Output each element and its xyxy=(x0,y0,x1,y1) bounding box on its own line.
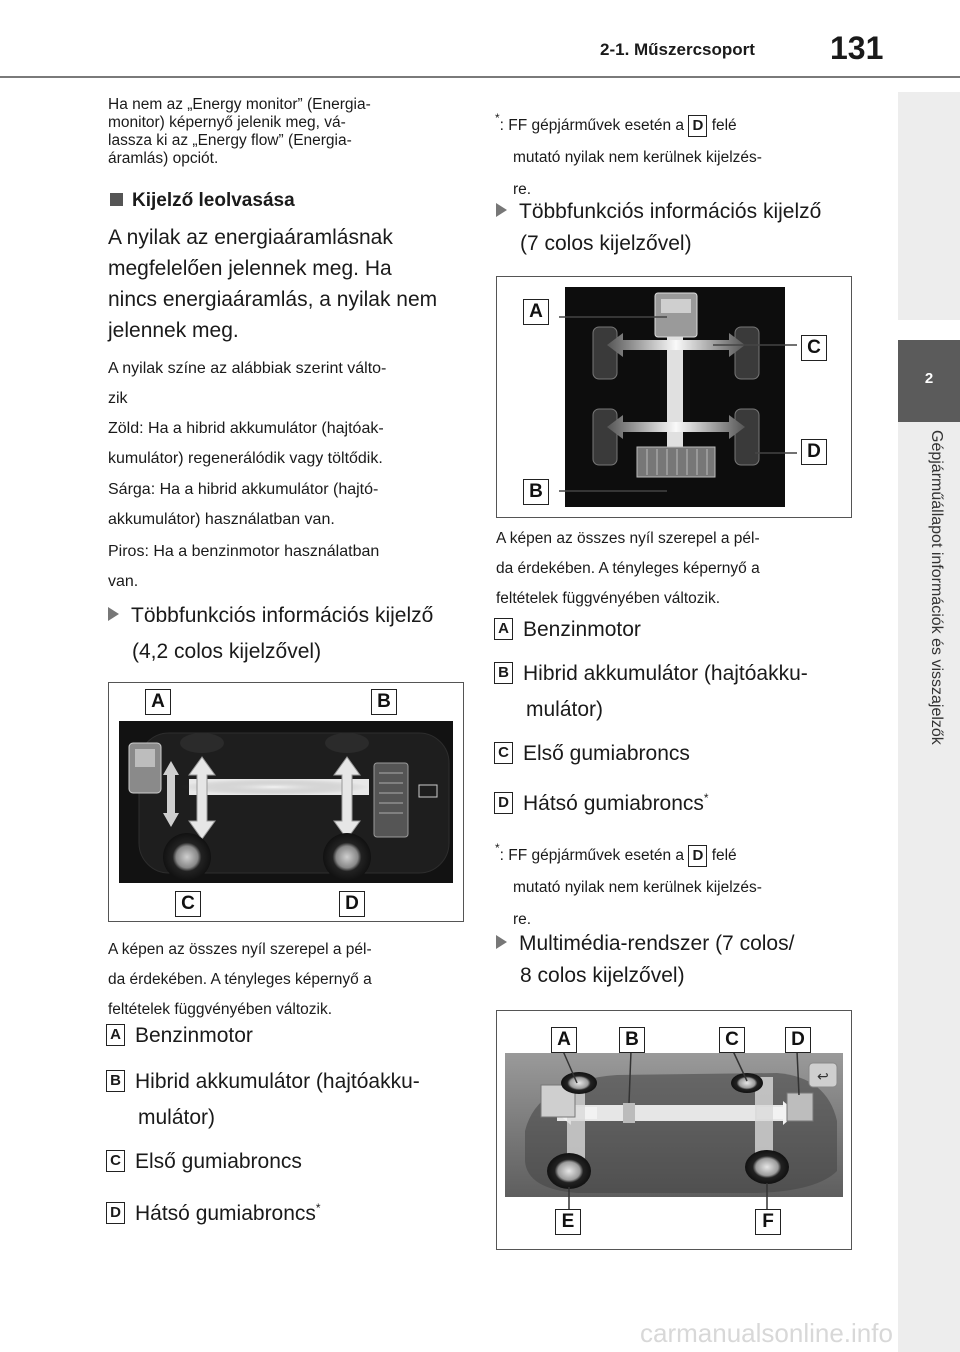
text-line: Ha nem az „Energy monitor” (Energia- xyxy=(108,96,371,113)
legend-text: Benzinmotor xyxy=(135,1024,253,1047)
text-line: lassza ki az „Energy flow” (Energia- xyxy=(108,132,352,149)
text-line: mutató nyilak nem kerülnek kijelzés- xyxy=(513,149,762,166)
legend-key: D xyxy=(494,792,513,814)
bullet-4inch xyxy=(108,598,478,670)
side-strip-top xyxy=(898,92,960,320)
intro-paragraph xyxy=(108,96,468,168)
legend-text: Benzinmotor xyxy=(523,618,641,641)
legend-text: Első gumiabroncs xyxy=(135,1150,302,1173)
bullet-7inch xyxy=(496,196,866,260)
text-line: felé xyxy=(711,117,737,134)
legend-item xyxy=(106,1018,476,1054)
chapter-tab[interactable] xyxy=(898,340,960,422)
fig3-label-d: D xyxy=(785,1027,811,1053)
text-line: da érdekében. A tényleges képernyő a xyxy=(496,560,760,577)
red-desc xyxy=(108,537,478,597)
text-line: áramlás) opciót. xyxy=(108,150,219,167)
text-line: FF gépjárművek esetén a xyxy=(508,117,685,134)
legend-key: C xyxy=(106,1150,125,1172)
text-line: A nyilak az energiaáramlásnak xyxy=(108,226,393,249)
text-line: FF gépjárművek esetén a xyxy=(508,847,685,864)
legend-item xyxy=(106,1064,476,1100)
triangle-bullet-icon xyxy=(108,607,119,621)
subheading-text: Kijelző leolvasása xyxy=(132,190,295,211)
bullet-text: (7 colos kijelzővel) xyxy=(520,232,692,255)
text-line: A képen az összes nyíl szerepel a pél- xyxy=(496,530,760,547)
figure-4inch-display xyxy=(108,682,464,922)
fig3-label-f: F xyxy=(755,1209,781,1235)
text-line: da érdekében. A tényleges képernyő a xyxy=(108,971,372,988)
text-line: re. xyxy=(513,181,532,198)
fig2-label-b: B xyxy=(523,479,549,505)
fig2-label-c: C xyxy=(801,335,827,361)
legend-item xyxy=(494,780,864,822)
legend-7inch xyxy=(494,612,864,822)
legend-key: A xyxy=(494,618,513,640)
legend-text: Hibrid akkumulátor (hajtóakku- xyxy=(135,1070,420,1093)
triangle-bullet-icon xyxy=(496,935,507,949)
footnote-mark: * xyxy=(315,1201,321,1215)
footnote-mark: * xyxy=(495,841,500,855)
fig3-label-a: A xyxy=(551,1027,577,1053)
legend-text: mulátor) xyxy=(526,698,604,721)
header-rule xyxy=(0,76,960,78)
text-line: nincs energiaáramlás, a nyilak nem xyxy=(108,288,438,311)
text-line: felé xyxy=(711,847,737,864)
footnote-mark: * xyxy=(495,111,500,125)
legend-item xyxy=(494,736,864,772)
text-line: monitor) képernyő jelenik meg, vá- xyxy=(108,114,346,131)
square-bullet-icon xyxy=(110,193,123,206)
text-line: feltételek függvényében változik. xyxy=(496,590,721,607)
text-line: A képen az összes nyíl szerepel a pél- xyxy=(108,941,372,958)
footnote-mark: * xyxy=(703,791,709,805)
fig1-label-d: D xyxy=(339,891,365,917)
subheading xyxy=(110,190,295,212)
caption-7inch xyxy=(496,524,866,614)
fig1-label-c: C xyxy=(175,891,201,917)
color-intro xyxy=(108,354,478,414)
section-title: 2-1. Műszercsoport xyxy=(600,40,755,59)
bullet-text: (4,2 colos kijelzővel) xyxy=(132,640,322,663)
page-number: 131 xyxy=(830,30,884,66)
fig1-label-b: B xyxy=(371,689,397,715)
text-line: jelennek meg. xyxy=(108,319,239,342)
fig3-label-c: C xyxy=(719,1027,745,1053)
energy-flow-7inch-image xyxy=(497,277,851,517)
text-line: Zöld: Ha a hibrid akkumulátor (hajtóak- xyxy=(108,420,384,437)
fig2-label-d: D xyxy=(801,439,827,465)
triangle-bullet-icon xyxy=(496,203,507,217)
text-line: van. xyxy=(108,573,139,590)
legend-text: Hátsó gumiabroncs xyxy=(523,792,704,815)
text-line: feltételek függvényében változik. xyxy=(108,1001,333,1018)
bullet-text: Többfunkciós információs kijelző xyxy=(131,604,434,627)
legend-key: B xyxy=(106,1070,125,1092)
text-line: megfelelően jelennek meg. Ha xyxy=(108,257,392,280)
legend-text: mulátor) xyxy=(138,1106,216,1129)
text-line: zik xyxy=(108,390,128,407)
legend-text: Hátsó gumiabroncs xyxy=(135,1202,316,1225)
yellow-desc xyxy=(108,475,478,535)
legend-item xyxy=(106,1190,476,1232)
legend-key: C xyxy=(494,742,513,764)
chapter-title: Gépjárműállapot információk és visszajelzők xyxy=(928,430,945,745)
legend-key: D xyxy=(688,115,707,137)
legend-item xyxy=(106,1144,476,1180)
bullet-text: 8 colos kijelzővel) xyxy=(520,964,685,987)
figure-multimedia-display xyxy=(496,1010,852,1250)
fig2-label-a: A xyxy=(523,299,549,325)
legend-item xyxy=(494,612,864,648)
text-line: Piros: Ha a benzinmotor használatban xyxy=(108,543,380,560)
fig3-label-b: B xyxy=(619,1027,645,1053)
text-line: akkumulátor) használatban van. xyxy=(108,511,335,528)
legend-text: Első gumiabroncs xyxy=(523,742,690,765)
footnote-1: *: FF gépjárművek esetén a D felé mutató nyilak nem kerülnek kijelzés- re. xyxy=(495,102,855,206)
bullet-text: Multimédia-rendszer (7 colos/ xyxy=(519,932,795,955)
text-line: re. xyxy=(513,911,532,928)
footnote-2: *: FF gépjárművek esetén a D felé mutató nyilak nem kerülnek kijelzés- re. xyxy=(495,832,855,936)
energy-flow-4inch-image xyxy=(109,683,463,921)
legend-key: A xyxy=(106,1024,125,1046)
svg-text:↩: ↩ xyxy=(817,1069,829,1085)
text-line: A nyilak színe az alábbiak szerint válto- xyxy=(108,360,387,377)
figure-7inch-display xyxy=(496,276,852,518)
chapter-number: 2 xyxy=(924,370,934,387)
watermark: carmanualsonline.info xyxy=(640,1318,893,1348)
bullet-text: Többfunkciós információs kijelző xyxy=(519,200,822,223)
legend-item xyxy=(494,656,864,692)
legend-key: D xyxy=(106,1202,125,1224)
text-line: mutató nyilak nem kerülnek kijelzés- xyxy=(513,879,762,896)
green-desc xyxy=(108,414,478,474)
text-line: Sárga: Ha a hibrid akkumulátor (hajtó- xyxy=(108,481,379,498)
bullet-multimedia xyxy=(496,928,866,992)
caption-4inch xyxy=(108,935,478,1025)
fig1-label-a: A xyxy=(145,689,171,715)
fig3-label-e: E xyxy=(555,1209,581,1235)
text-line: kumulátor) regenerálódik vagy töltődik. xyxy=(108,450,383,467)
lead-paragraph xyxy=(108,222,468,346)
legend-4inch xyxy=(106,1018,476,1232)
legend-text: Hibrid akkumulátor (hajtóakku- xyxy=(523,662,808,685)
legend-key: D xyxy=(688,845,707,867)
legend-key: B xyxy=(494,662,513,684)
